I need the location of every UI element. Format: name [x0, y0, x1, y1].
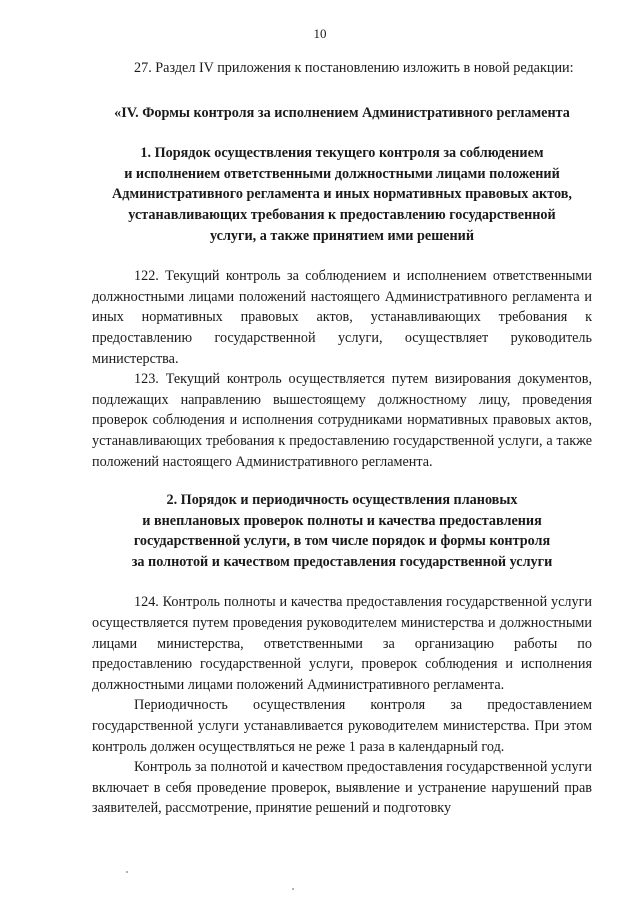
intro-paragraph: 27. Раздел IV приложения к постановлению изложить в новой редакции:	[134, 60, 574, 76]
paragraph-124: 124. Контроль полноты и качества предоставления государственной услуги осуществляется путем проведения руководителем министерства и должностными лицами министерства, ответственными за организацию работы по предоставлению государственной услуги, проверок соблюдения и исполнения должностными лицами положений Административного регламента.	[92, 594, 592, 693]
paragraph-122: 122. Текущий контроль за соблюдением и исполнением ответственными должностными лицами положений настоящего Административного регламента и иных нормативных правовых актов, устанавливающих требования к предоставлению государственной услуги, осуществляет руководитель министерства.	[92, 268, 592, 367]
subsection-1-title-line: и исполнением ответственными должностными лицами положений	[124, 165, 560, 182]
subsection-2-title	[92, 490, 592, 572]
paragraph-control-scope: Контроль за полнотой и качеством предоставления государственной услуги включает в себя проведение проверок, выявление и устранение нарушений прав заявителей, рассмотрение, принятие решений и подготовку	[92, 759, 592, 817]
page-number: 10	[313, 26, 327, 41]
subsection-2-title-line: и внеплановых проверок полноты и качества предоставления	[142, 512, 542, 529]
subsection-1-title-line: Административного регламента и иных нормативных правовых актов,	[112, 186, 572, 203]
subsection-2-title-line: государственной услуги, в том числе порядок и формы контроля	[133, 533, 551, 550]
subsection-2-title-line: за полнотой и качеством предоставления государственной услуги	[131, 553, 553, 570]
scan-speck	[126, 871, 128, 873]
section-title: «IV. Формы контроля за исполнением Административного регламента	[114, 104, 570, 121]
subsection-1-title-line: устанавливающих требования к предоставлению государственной	[128, 206, 556, 223]
subsection-1-title	[92, 143, 592, 246]
paragraph-periodicity: Периодичность осуществления контроля за предоставлением государственной услуги устанавливается руководителем министерства. При этом контроль должен осуществляться не реже 1 раза в календарный год.	[92, 697, 592, 755]
paragraph-123: 123. Текущий контроль осуществляется путем визирования документов, подлежащих направлению вышестоящему должностному лицу, проведения проверок соблюдения и исполнения сотрудниками нормативных правовых актов, устанавливающих требования к предоставлению государственной услуги, а также положений настоящего Административного регламента.	[92, 371, 592, 470]
document-body	[92, 58, 592, 819]
subsection-1-title-line: услуги, а также принятием ими решений	[210, 227, 474, 244]
subsection-2-title-line: 2. Порядок и периодичность осуществления плановых	[166, 492, 518, 509]
subsection-1-title-line: 1. Порядок осуществления текущего контроля за соблюдением	[140, 145, 544, 162]
scan-speck	[292, 888, 294, 890]
